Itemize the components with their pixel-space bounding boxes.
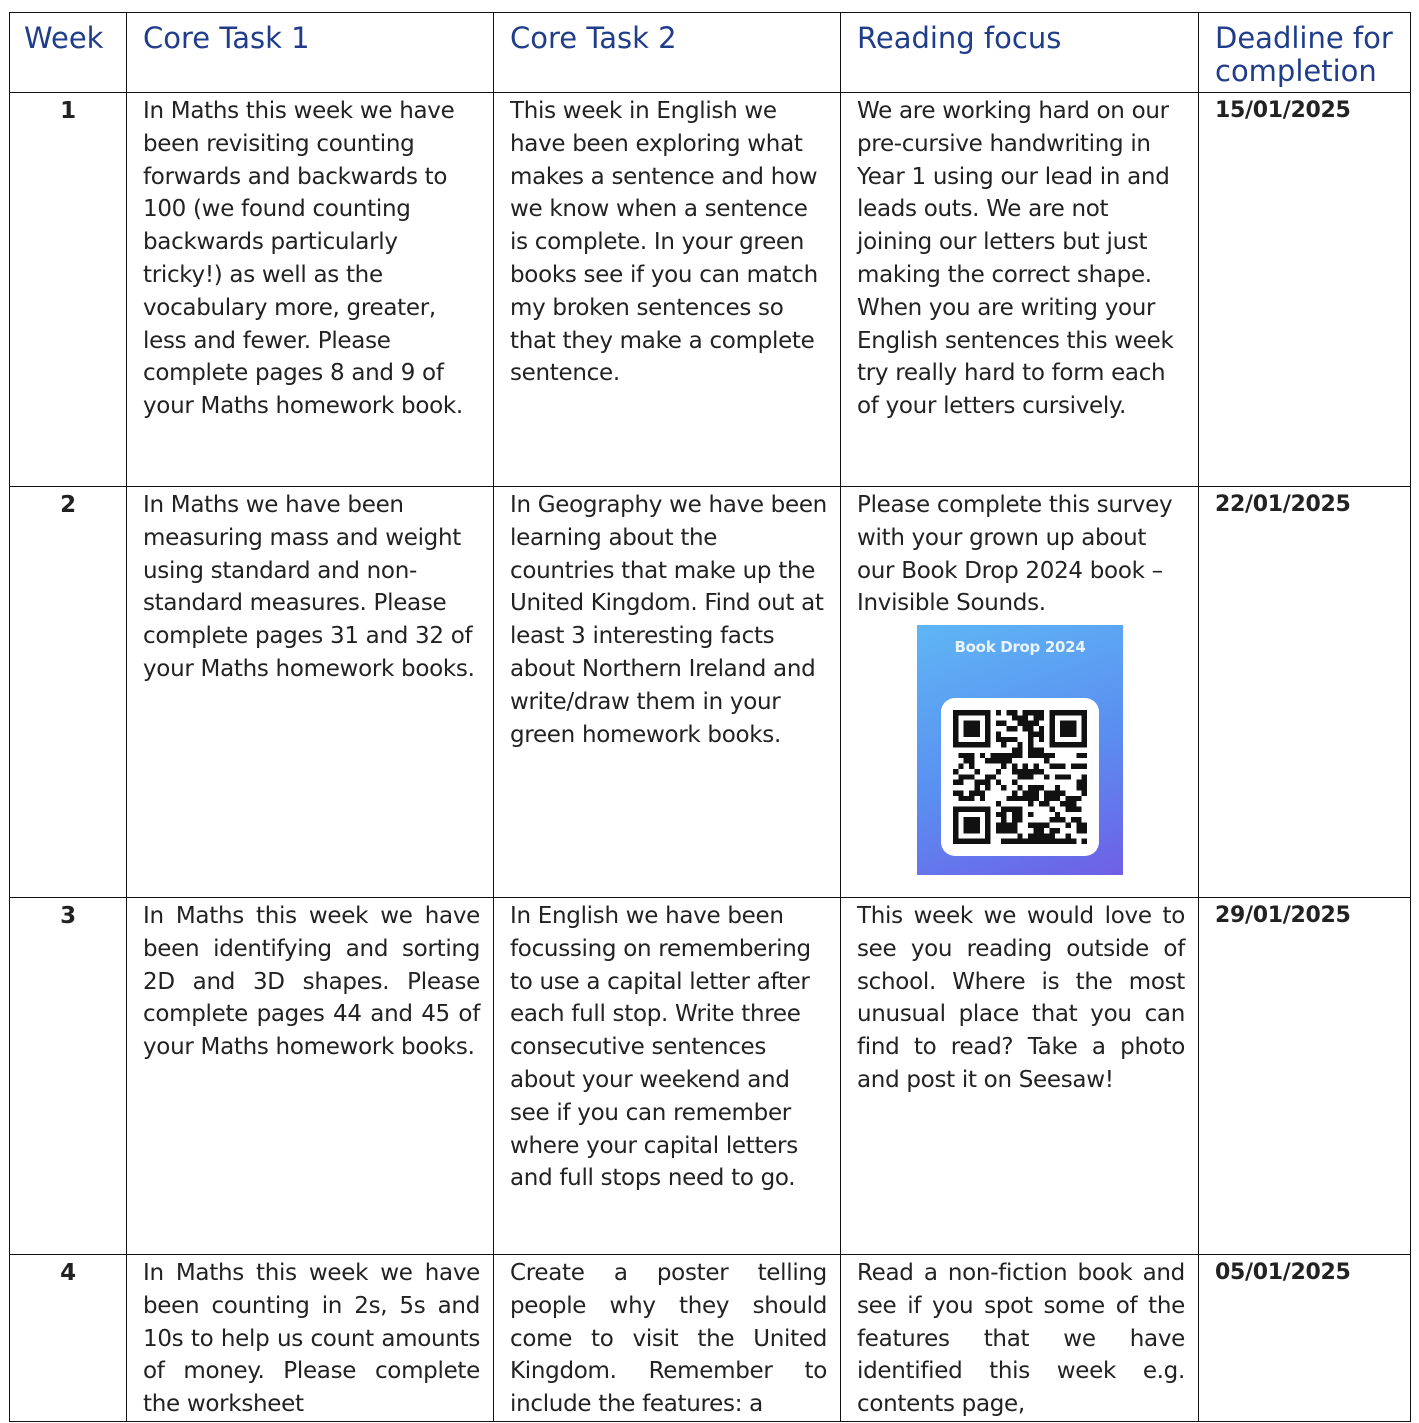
week-number: 2 — [10, 487, 127, 898]
reading-focus-text: Please complete this survey with your grown up about our Book Drop 2024 book – Invisible Sounds. — [857, 492, 1173, 617]
header-core-task-1: Core Task 1 — [127, 13, 494, 93]
core-task-2-cell: In Geography we have been learning about the countries that make up the United Kingdom. Find out at least 3 interesting facts about Northern Ireland and write/draw them in your green homework books. — [494, 487, 841, 898]
week-number: 1 — [10, 93, 127, 487]
homework-table — [9, 12, 1411, 1422]
core-task-1-cell: In Maths this week we have been identifying and sorting 2D and 3D shapes. Please complete pages 44 and 45 of your Maths homework books. — [127, 898, 494, 1255]
qr-code-graphic — [953, 710, 1087, 844]
week-number: 3 — [10, 898, 127, 1255]
deadline-cell: 22/01/2025 — [1199, 487, 1411, 898]
header-core-task-2: Core Task 2 — [494, 13, 841, 93]
week-number: 4 — [10, 1255, 127, 1422]
reading-focus-cell: Read a non-fiction book and see if you spot some of the features that we have identified this week e.g. contents page, — [841, 1255, 1199, 1422]
core-task-1-cell: In Maths we have been measuring mass and weight using standard and non-standard measures. Please complete pages 31 and 32 of your Maths homework books. — [127, 487, 494, 898]
core-task-1-cell: In Maths this week we have been counting in 2s, 5s and 10s to help us count amounts of money. Please complete the worksheet — [127, 1255, 494, 1422]
deadline-cell: 05/01/2025 — [1199, 1255, 1411, 1422]
reading-focus-cell: We are working hard on our pre-cursive handwriting in Year 1 using our lead in and leads outs. We are not joining our letters but just making the correct shape. When you are writing your English sentences this week try really hard to form each of your letters cursively. — [841, 93, 1199, 487]
reading-focus-cell: This week we would love to see you reading outside of school. Where is the most unusual place that you can find to read? Take a photo and post it on Seesaw! — [841, 898, 1199, 1255]
core-task-2-cell: Create a poster telling people why they should come to visit the United Kingdom. Remember to include the features: a — [494, 1255, 841, 1422]
header-row — [10, 13, 1411, 93]
qr-code-icon[interactable] — [941, 698, 1099, 856]
header-week: Week — [10, 13, 127, 93]
book-drop-qr-card[interactable] — [917, 625, 1123, 875]
table-row — [10, 93, 1411, 487]
core-task-2-cell: This week in English we have been exploring what makes a sentence and how we know when a sentence is complete. In your green books see if you can match my broken sentences so that they make a complete sentence. — [494, 93, 841, 487]
table-row — [10, 898, 1411, 1255]
header-deadline: Deadline for completion — [1199, 13, 1411, 93]
core-task-2-cell: In English we have been focussing on remembering to use a capital letter after each full stop. Write three consecutive sentences about your weekend and see if you can remember where your capital letters and full stops need to go. — [494, 898, 841, 1255]
reading-focus-cell — [841, 487, 1199, 898]
qr-card-title: Book Drop 2024 — [954, 638, 1086, 657]
table-row — [10, 1255, 1411, 1422]
core-task-1-cell: In Maths this week we have been revisiting counting forwards and backwards to 100 (we found counting backwards particularly tricky!) as well as the vocabulary more, greater, less and fewer. Please complete pages 8 and 9 of your Maths homework book. — [127, 93, 494, 487]
header-reading-focus: Reading focus — [841, 13, 1199, 93]
deadline-cell: 29/01/2025 — [1199, 898, 1411, 1255]
deadline-cell: 15/01/2025 — [1199, 93, 1411, 487]
table-row — [10, 487, 1411, 898]
